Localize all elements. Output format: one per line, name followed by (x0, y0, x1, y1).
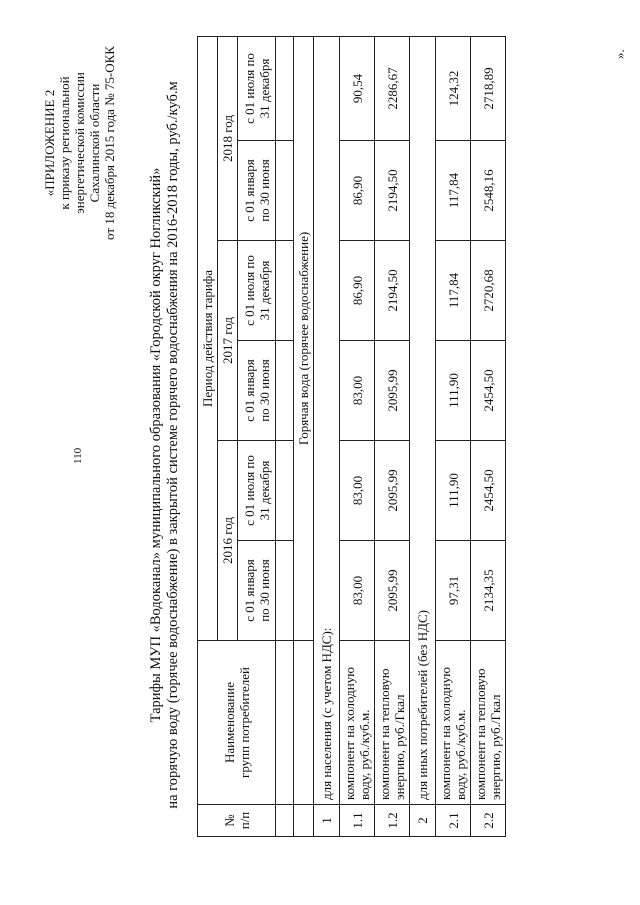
tariff-value (471, 541, 506, 641)
tariff-value (340, 241, 375, 341)
tariff-value (471, 241, 506, 341)
row-number (340, 805, 375, 837)
section-spacer (294, 641, 314, 805)
header-year-2017: 2017 год (218, 241, 238, 441)
appendix-line: энергетической комиссии (72, 72, 87, 214)
appendix-line: «ПРИЛОЖЕНИЕ 2 (42, 89, 57, 197)
text-line: 2134,35 (480, 569, 496, 612)
header-name-line: Наименование (221, 682, 237, 763)
text-line: 2720,68 (480, 269, 496, 312)
text-line: 1.2 (384, 812, 400, 829)
text-line: 117,84 (445, 172, 461, 209)
column-number-cell (276, 141, 294, 241)
text-line: по 30 июня (256, 159, 272, 222)
tariff-value (340, 141, 375, 241)
tariff-value (436, 141, 471, 241)
text-line: 90,54 (349, 73, 365, 104)
header-half-period (238, 241, 276, 341)
text-line: с 01 июля по (241, 53, 257, 124)
tariff-value (375, 36, 410, 140)
tariff-value (375, 241, 410, 341)
row-name (436, 641, 471, 805)
row-name (340, 641, 375, 805)
text-line: с 01 января (241, 559, 257, 622)
row-number (436, 805, 471, 837)
text-line: 83,00 (349, 375, 365, 406)
tariff-value (436, 241, 471, 341)
text-line: 2194,50 (384, 269, 400, 312)
text-line: по 30 июня (256, 359, 272, 422)
text-line: 1 (319, 817, 334, 824)
text-line: 2095,99 (384, 569, 400, 612)
tariff-value (471, 36, 506, 140)
text-line: воду, руб./куб.м. (453, 709, 468, 800)
text-line: компонент на тепловую (473, 668, 488, 800)
row-number (471, 805, 506, 837)
section-title (294, 36, 314, 640)
section-row (294, 36, 314, 836)
text-line: компонент на холодную (342, 667, 357, 800)
text-line: 2194,50 (384, 169, 400, 212)
column-number-cell (276, 241, 294, 341)
column-number-cell (276, 805, 294, 837)
table-row (471, 36, 506, 836)
text-line: 31 декабря (256, 260, 272, 321)
tariff-value (340, 541, 375, 641)
tariff-value (436, 541, 471, 641)
header-consumer-group (198, 641, 276, 805)
column-number-row (276, 36, 294, 836)
text-line: 1.1 (349, 812, 365, 829)
tariff-value (471, 141, 506, 241)
tariff-value (375, 441, 410, 541)
text-line: 2718,89 (480, 67, 496, 110)
column-number-cell (276, 341, 294, 441)
text-line: энергию, руб./Гкал (392, 694, 407, 800)
tariff-value (471, 441, 506, 541)
group-number (314, 805, 340, 837)
header-number-abbr: п/п (236, 811, 252, 830)
group-row (314, 36, 340, 836)
closing-quote: ». (612, 49, 627, 59)
header-half-period (238, 541, 276, 641)
tariff-value (375, 341, 410, 441)
text-line: с 01 января (241, 159, 257, 222)
text-line: с 01 января (241, 359, 257, 422)
header-period: Период действия тарифа (198, 36, 218, 640)
appendix-heading (42, 33, 117, 253)
header-number-sign: № (221, 814, 237, 827)
text-line: 2.2 (480, 812, 496, 829)
tariff-value (471, 341, 506, 441)
text-line: 2286,67 (384, 67, 400, 110)
header-half-period (238, 341, 276, 441)
title-line: на горячую воду (горячее водоснабжение) в закрытой системе горячего водоснабжения на 2016-2018 годы, руб./куб.м (165, 81, 181, 809)
appendix-line: Сахалинской области (87, 83, 102, 203)
table-row (436, 36, 471, 836)
tariff-value (375, 141, 410, 241)
text-line: воду, руб./куб.м. (357, 709, 372, 800)
text-line: 31 декабря (256, 460, 272, 521)
column-number-cell (276, 36, 294, 140)
text-line: для населения (с учетом НДС): (319, 627, 334, 800)
group-title (314, 36, 340, 804)
text-line: 97,31 (445, 575, 461, 606)
text-line: 111,90 (445, 373, 461, 408)
text-line: 2095,99 (384, 469, 400, 512)
header-year-2018: 2018 год (218, 36, 238, 240)
header-year-2016: 2016 год (218, 441, 238, 641)
header-half-period (238, 441, 276, 541)
header-half-period (238, 141, 276, 241)
text-line: энергию, руб./Гкал (488, 694, 503, 800)
page-number: 110 (72, 447, 84, 464)
appendix-line: от 18 декабря 2015 года № 75-ОКК (102, 46, 117, 240)
row-name (375, 641, 410, 805)
text-line: Горячая вода (горячее водоснабжение) (296, 231, 311, 446)
text-line: с 01 июля по (241, 455, 257, 526)
column-number-cell (276, 541, 294, 641)
appendix-line: к приказу региональной (57, 76, 72, 210)
row-number (375, 805, 410, 837)
text-line: 86,90 (349, 275, 365, 306)
tariff-value (340, 441, 375, 541)
group-row (410, 36, 436, 836)
row-name (471, 641, 506, 805)
tariff-value (436, 441, 471, 541)
tariff-table (197, 36, 506, 837)
tariff-value (436, 341, 471, 441)
text-line: с 01 июля по (241, 255, 257, 326)
tariff-value (340, 341, 375, 441)
section-spacer (294, 805, 314, 837)
text-line: 2454,50 (480, 369, 496, 412)
column-number-cell (276, 441, 294, 541)
header-half-period (238, 36, 276, 140)
table-row (340, 36, 375, 836)
group-title (410, 36, 436, 804)
text-line: 86,90 (349, 175, 365, 206)
text-line: компонент на тепловую (377, 668, 392, 800)
text-line: 2 (415, 817, 430, 824)
text-line: 2.1 (445, 812, 461, 829)
tariff-value (340, 36, 375, 140)
text-line: 83,00 (349, 575, 365, 606)
text-line: 31 декабря (256, 58, 272, 119)
header-name-line: групп потребителей (236, 667, 252, 778)
table-row (375, 36, 410, 836)
text-line: 124,32 (445, 70, 461, 107)
text-line: 2095,99 (384, 369, 400, 412)
document-title (148, 45, 182, 845)
text-line: 111,90 (445, 473, 461, 508)
title-line: Тарифы МУП «Водоканал» муниципального образования «Городской округ Ногликский» (148, 167, 164, 723)
text-line: 83,00 (349, 475, 365, 506)
tariff-value (375, 541, 410, 641)
text-line: компонент на холодную (438, 667, 453, 800)
column-number-cell (276, 641, 294, 805)
header-number (198, 805, 276, 837)
text-line: 117,84 (445, 272, 461, 309)
text-line: по 30 июня (256, 559, 272, 622)
text-line: для иных потребителей (без НДС) (415, 610, 430, 800)
text-line: 2454,50 (480, 469, 496, 512)
text-line: 2548,16 (480, 169, 496, 212)
tariff-value (436, 36, 471, 140)
group-number (410, 805, 436, 837)
